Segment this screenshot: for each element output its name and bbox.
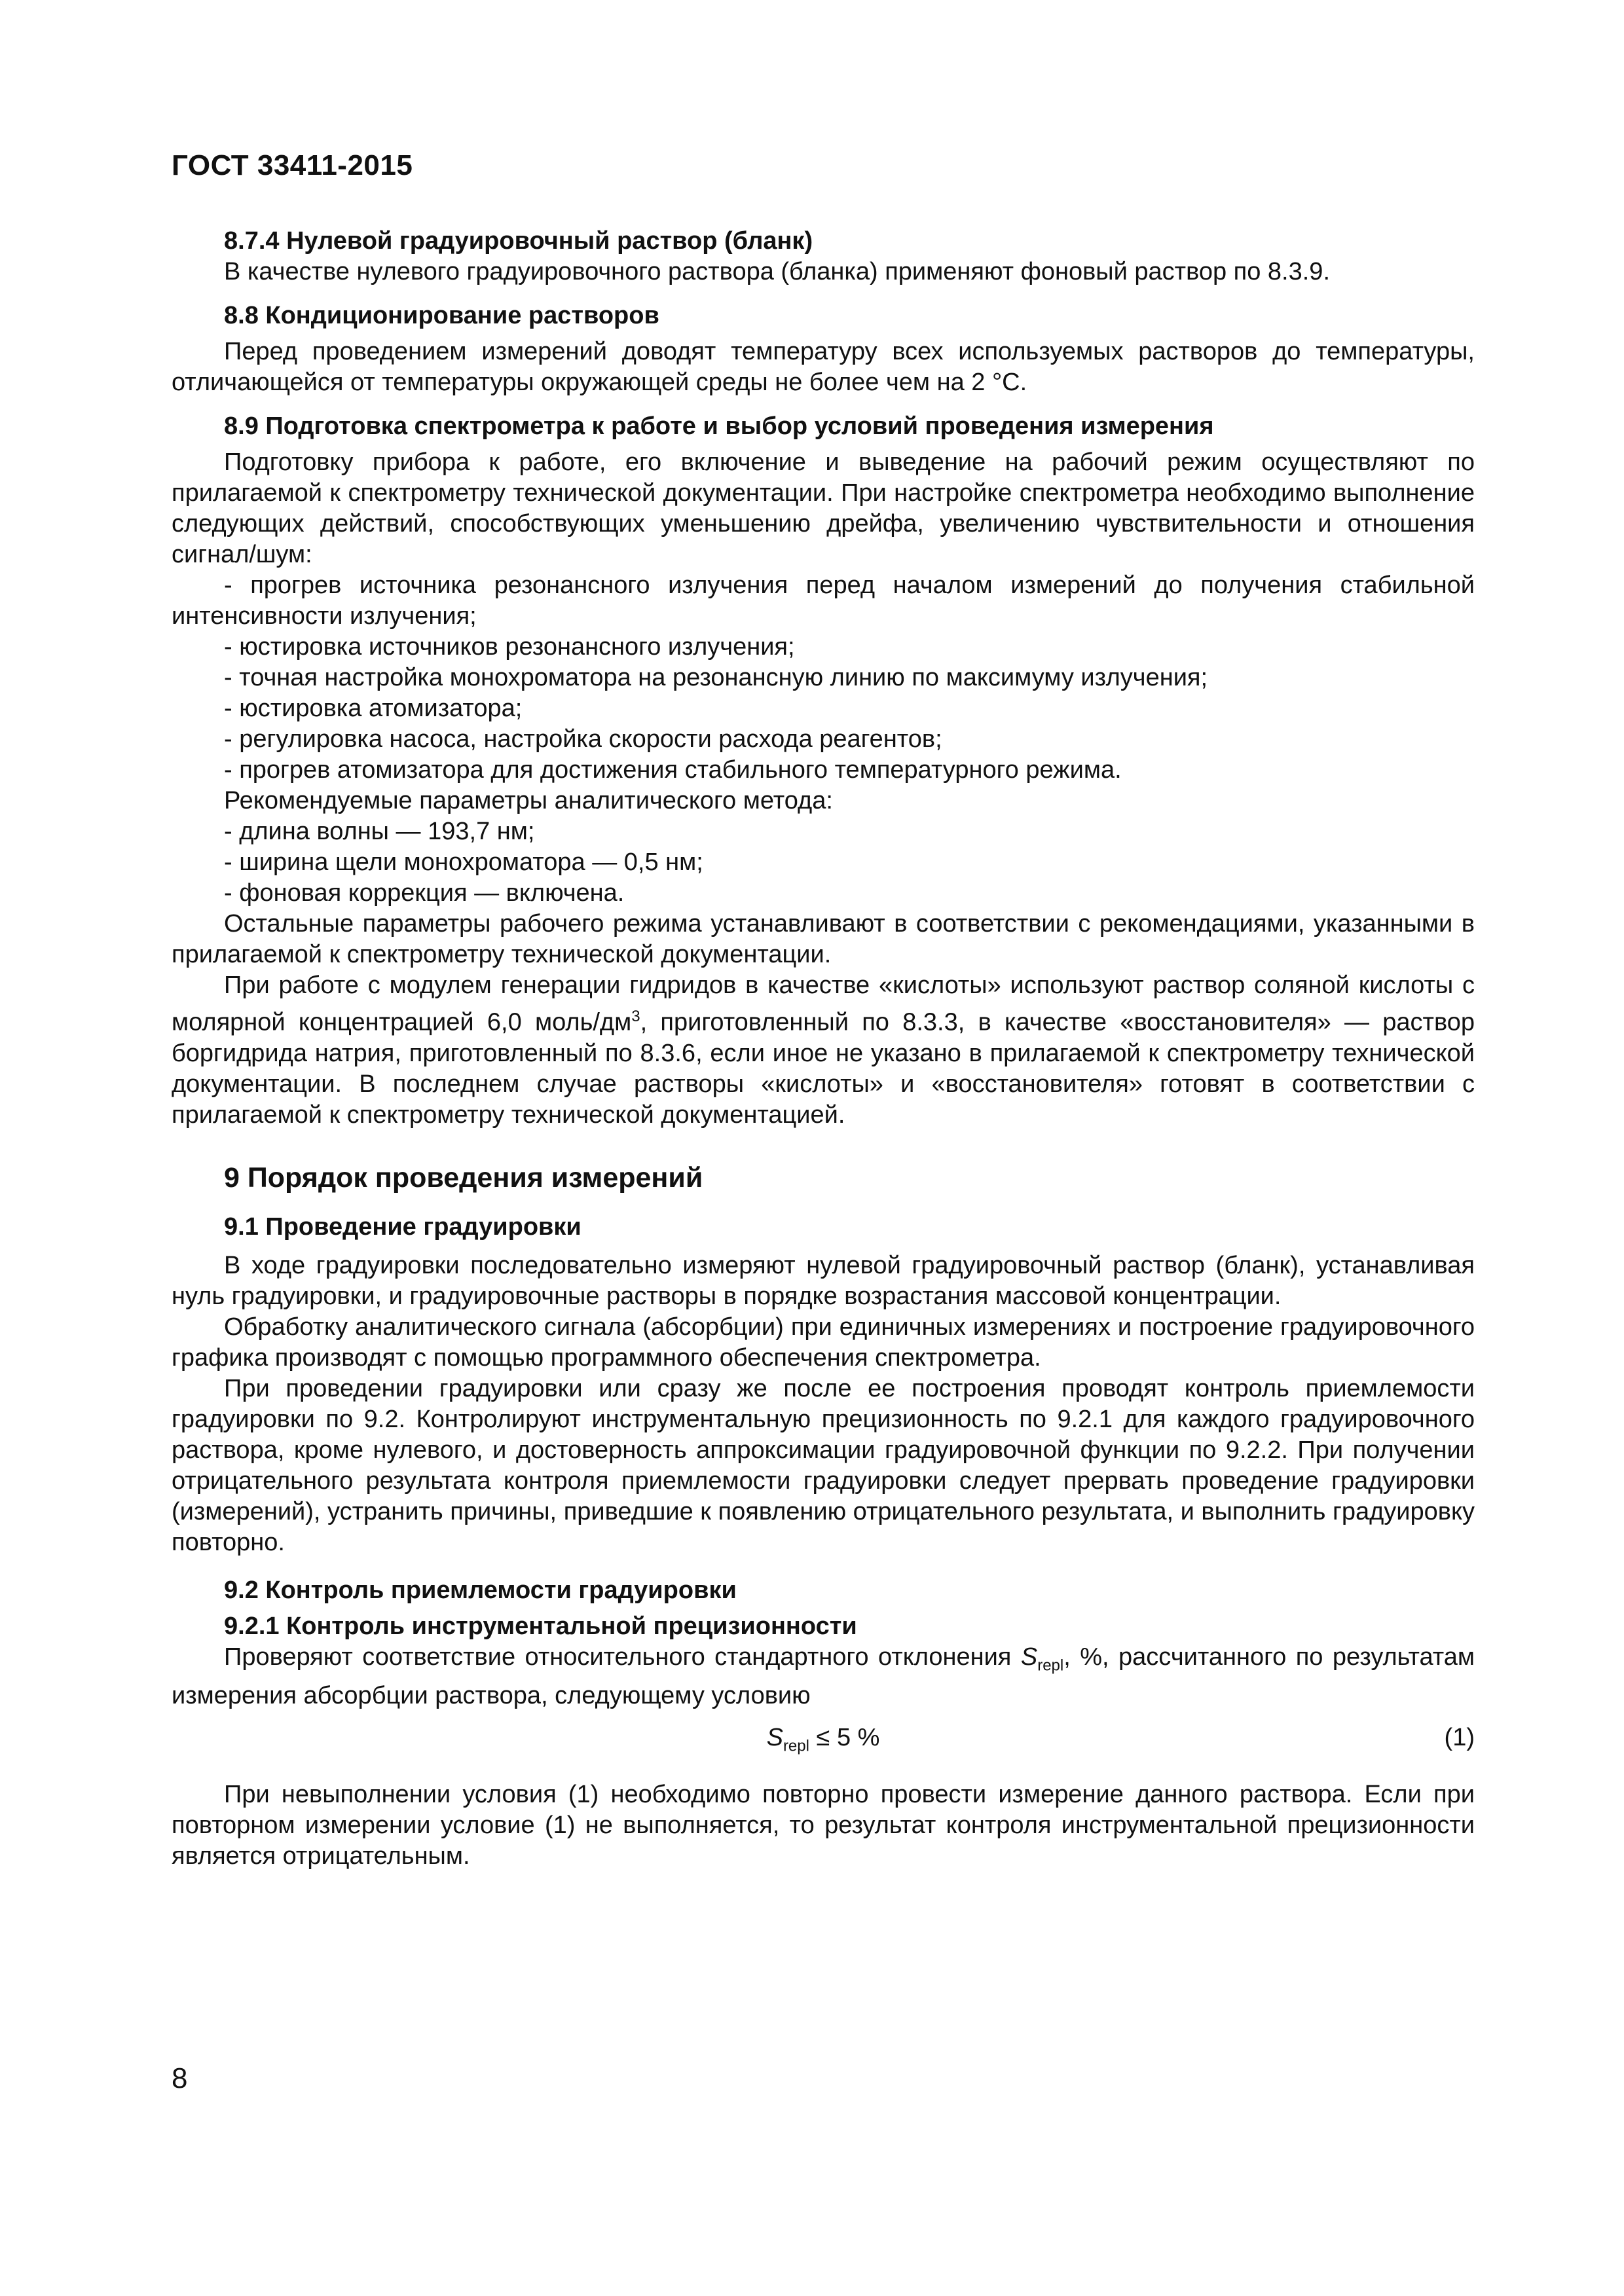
section-heading-9: 9 Порядок проведения измерений [224, 1161, 703, 1194]
paragraph: При работе с модулем генерации гидридов в качестве «кислоты» используют раствор соляной кислоты с молярной концентрацией 6,0 моль/$дм^3$, приготовленный по 8.3.3, в качестве «восстановителя» — раствор боргидрида натрия, приготовленный по 8.3.6, если иное не указано в прилагаемой к спектрометру технической документации. В последнем случае растворы «кислоты» и «восстановителя» готовят в соответствии с прилагаемой к спектрометру технической документацией. [172, 972, 1475, 1129]
paragraph: Проверяют соответствие относительного стандартного отклонения $S_{repl}$, %, рассчитанного по результатам измерения абсорбции раствора, следующему условию [172, 1643, 1475, 1710]
paragraph: В ходе градуировки последовательно измеряют нулевой градуировочный раствор (бланк), устанавливая нуль градуировки, и градуировочные растворы в порядке возрастания массовой концентрации. [172, 1251, 1475, 1310]
list-item: - ширина щели монохроматора — 0,5 нм; [224, 848, 703, 876]
paragraph: В качестве нулевого градуировочного раствора (бланка) применяют фоновый раствор по 8.3.9. [224, 258, 1330, 285]
paragraph: Подготовку прибора к работе, его включение и выведение на рабочий режим осуществляют по прилагаемой к спектрометру технической документации. При настройке спектрометра необходимо выполнение следующих действий, способствующих уменьшению дрейфа, увеличению чувствительности и отношения сигнал/шум: [172, 448, 1475, 568]
document-body [172, 226, 1475, 1872]
formula-symbol-s: S [766, 1724, 783, 1752]
formula-subscript: repl [783, 1737, 809, 1755]
section-heading-8-7-4: 8.7.4 Нулевой градуировочный раствор (бланк) [224, 227, 813, 255]
list-item: - юстировка источников резонансного излучения; [224, 633, 795, 661]
list-item: - фоновая коррекция — включена. [224, 879, 625, 907]
formula-1 [172, 1719, 1475, 1756]
list-item: - длина волны — 193,7 нм; [224, 818, 535, 845]
list-item: - регулировка насоса, настройка скорости расхода реагентов; [224, 725, 942, 753]
section-heading-9-2: 9.2 Контроль приемлемости градуировки [224, 1576, 737, 1604]
list-item: - юстировка атомизатора; [224, 695, 523, 722]
section-heading-8-9: 8.9 Подготовка спектрометра к работе и выбор условий проведения измерения [224, 412, 1214, 440]
subscript: repl [1037, 1656, 1064, 1675]
list-item: - точная настройка монохроматора на резонансную линию по максимуму излучения; [224, 664, 1208, 691]
section-heading-8-8: 8.8 Кондиционирование растворов [224, 302, 659, 329]
paragraph: Остальные параметры рабочего режима устанавливают в соответствии с рекомендациями, указанными в прилагаемой к спектрометру технической документации. [172, 910, 1475, 968]
paragraph: При невыполнении условия (1) необходимо повторно провести измерение данного раствора. Если при повторном измерении условие (1) не выполняется, то результат контроля инструментальной прецизионности является отрицательным. [172, 1781, 1475, 1870]
paragraph: Обработку аналитического сигнала (абсорбции) при единичных измерениях и построение градуировочного графика производят с помощью программного обеспечения спектрометра. [172, 1313, 1475, 1372]
list-item: - прогрев источника резонансного излучения перед началом измерений до получения стабильной интенсивности излучения; [172, 572, 1475, 630]
formula-number: (1) [1444, 1724, 1475, 1752]
page-number: 8 [172, 2062, 188, 2094]
formula-rhs: ≤ 5 % [809, 1724, 880, 1752]
paragraph: Перед проведением измерений доводят температуру всех используемых растворов до температуры, отличающейся от температуры окружающей среды не более чем на 2 °С. [172, 338, 1475, 396]
document-header: ГОСТ 33411-2015 [172, 149, 413, 181]
paragraph: При проведении градуировки или сразу же после ее построения проводят контроль приемлемости градуировки по 9.2. Контролируют инструментальную прецизионность по 9.2.1 для каждого градуировочного раствора, кроме нулевого, и достоверность аппроксимации градуировочной функции по 9.2.2. При получении отрицательного результата контроля приемлемости градуировки следует прервать проведение градуировки (измерений), устранить причины, приведшие к появлению отрицательного результата, и выполнить градуировку повторно. [172, 1374, 1475, 1556]
superscript: 3 [631, 1008, 640, 1025]
paragraph: Рекомендуемые параметры аналитического метода: [224, 787, 833, 814]
section-heading-9-2-1: 9.2.1 Контроль инструментальной прецизионности [224, 1612, 857, 1640]
list-item: - прогрев атомизатора для достижения стабильного температурного режима. [224, 756, 1122, 784]
section-heading-9-1: 9.1 Проведение градуировки [224, 1212, 581, 1241]
symbol-s: S [1020, 1643, 1038, 1671]
